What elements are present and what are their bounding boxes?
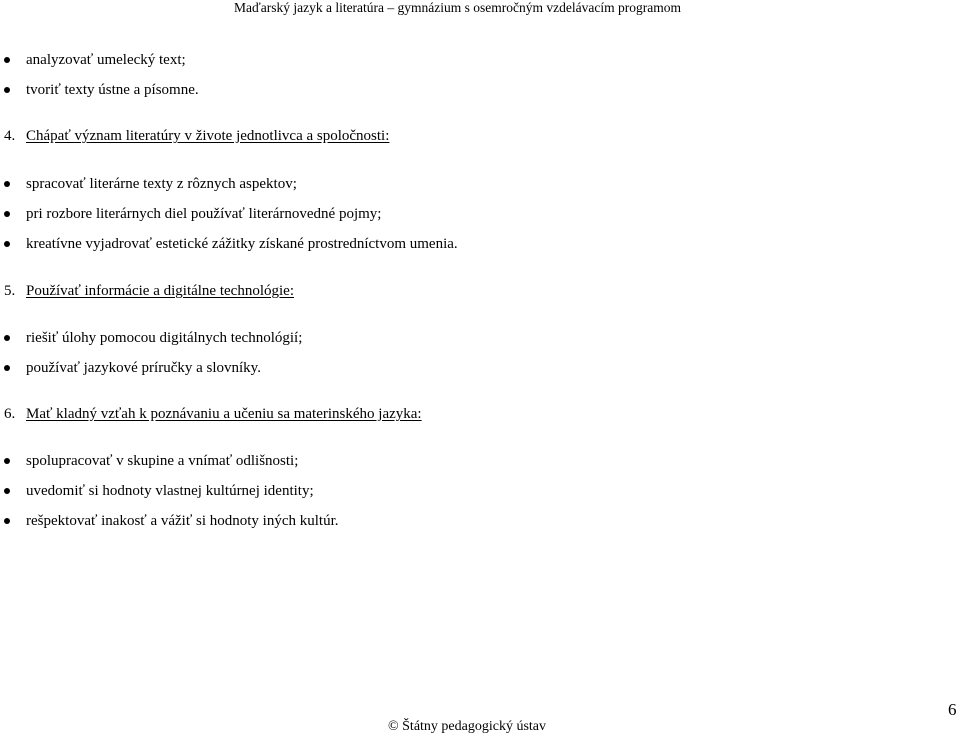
bullet-icon [4,57,10,63]
list-item-text: tvoriť texty ústne a písomne. [26,82,199,98]
section-number: 5. [4,283,16,299]
page-number: 6 [948,700,957,719]
bullet-icon [4,458,10,464]
bullet-icon [4,488,10,494]
bullet-icon [4,365,10,371]
list-item-text: uvedomiť si hodnoty vlastnej kultúrnej identity; [26,483,314,499]
section-title: Používať informácie a digitálne technológie: [26,283,294,299]
bullet-icon [4,241,10,247]
bullet-icon [4,211,10,217]
bullet-icon [4,335,10,341]
bullet-icon [4,181,10,187]
footer-copyright: © Štátny pedagogický ústav [388,719,546,734]
bullet-icon [4,87,10,93]
list-item-text: rešpektovať inakosť a vážiť si hodnoty iných kultúr. [26,513,339,529]
list-item-text: riešiť úlohy pomocou digitálnych technológií; [26,330,303,346]
list-item-text: spolupracovať v skupine a vnímať odlišnosti; [26,453,299,469]
running-header: Maďarský jazyk a literatúra – gymnázium s osemročným vzdelávacím programom [234,0,681,15]
list-item-text: pri rozbore literárnych diel používať literárnovedné pojmy; [26,206,382,222]
section-number: 4. [4,128,16,144]
list-item-text: používať jazykové príručky a slovníky. [26,360,261,376]
section-title: Mať kladný vzťah k poznávaniu a učeniu sa materinského jazyka: [26,406,422,422]
list-item-text: analyzovať umelecký text; [26,52,186,68]
section-number: 6. [4,406,16,422]
list-item-text: kreatívne vyjadrovať estetické zážitky získané prostredníctvom umenia. [26,236,458,252]
list-item-text: spracovať literárne texty z rôznych aspektov; [26,176,297,192]
bullet-icon [4,518,10,524]
section-title: Chápať význam literatúry v živote jednotlivca a spoločnosti: [26,128,390,144]
